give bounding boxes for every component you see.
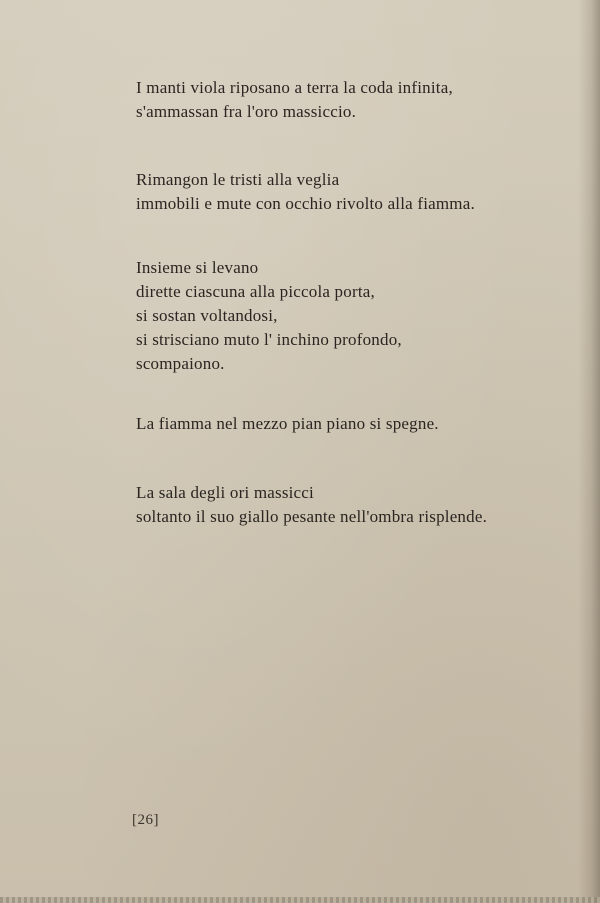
poem-line: si sostan voltandosi, xyxy=(136,306,278,325)
poem-line: scompaiono. xyxy=(136,354,225,373)
poem-line: La sala degli ori massicci xyxy=(136,483,314,502)
page-number: [26] xyxy=(132,812,159,828)
poem-line: si strisciano muto l' inchino profondo, xyxy=(136,330,402,349)
page-edge-shadow xyxy=(578,0,600,903)
stanza xyxy=(136,412,439,436)
poem-line: soltanto il suo giallo pesante nell'ombra risplende. xyxy=(136,507,488,526)
poem-line: La fiamma nel mezzo pian piano si spegne. xyxy=(136,414,439,433)
stanza xyxy=(136,256,402,376)
poem-line: immobili e mute con occhio rivolto alla fiamma. xyxy=(136,194,475,213)
poem-line: s'ammassan fra l'oro massiccio. xyxy=(136,102,357,121)
stanza xyxy=(136,481,487,529)
page-bottom-edge xyxy=(0,897,600,903)
stanza xyxy=(136,168,475,216)
poem-line: dirette ciascuna alla piccola porta, xyxy=(136,282,375,301)
poem-line: Insieme si levano xyxy=(136,258,259,277)
poem-line: Rimangon le tristi alla veglia xyxy=(136,170,340,189)
poem-line: I manti viola riposano a terra la coda infinita, xyxy=(136,78,453,97)
stanza xyxy=(136,76,453,124)
